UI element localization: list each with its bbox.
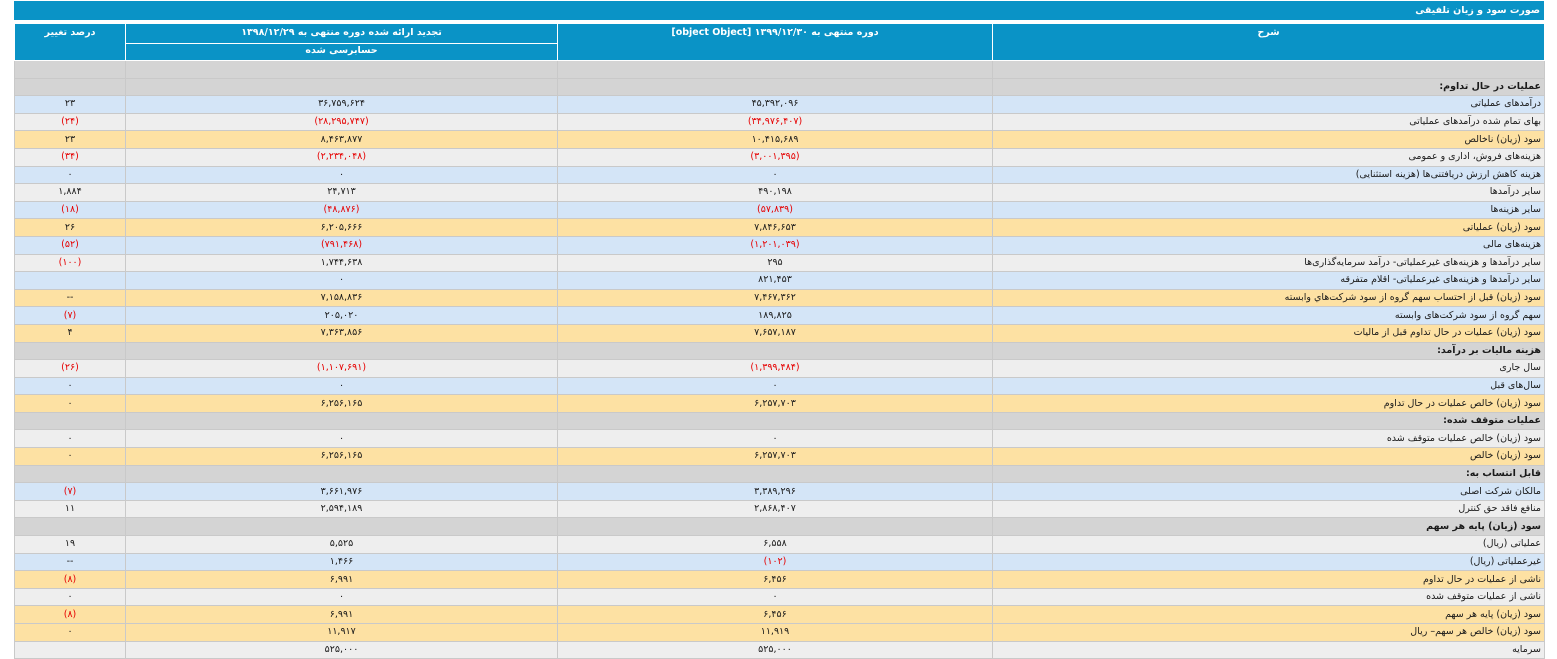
- row-description: سود (زیان) عملیات در حال تداوم قبل از مالیات: [993, 324, 1545, 342]
- row-description: منافع فاقد حق کنترل: [993, 500, 1545, 518]
- row-previous-value: (۲۸,۲۹۵,۷۴۷): [126, 113, 558, 131]
- row-current-value: ۸۲۱,۴۵۳: [558, 272, 993, 290]
- row-current-value: ۳,۳۸۹,۲۹۶: [558, 483, 993, 501]
- table-row: [15, 166, 1545, 184]
- row-previous-value: ۲,۵۹۴,۱۸۹: [126, 500, 558, 518]
- row-previous-value: ۷,۳۶۳,۸۵۶: [126, 324, 558, 342]
- table-row: [15, 536, 1545, 554]
- row-previous-value: ۶,۲۰۵,۶۶۶: [126, 219, 558, 237]
- row-description: هزینه مالیات بر درآمد:: [993, 342, 1545, 360]
- table-row: [15, 254, 1545, 272]
- row-current-value: [558, 78, 993, 96]
- row-current-value: ۱۸۹,۸۲۵: [558, 307, 993, 325]
- header-previous-period: تجدید ارائه شده دوره منتهی به ۱۳۹۸/۱۲/۲۹: [126, 24, 558, 44]
- table-row: [15, 236, 1545, 254]
- table-row: [15, 395, 1545, 413]
- row-description: هزینه کاهش ارزش دریافتنی‌ها (هزینه استثنایی): [993, 166, 1545, 184]
- row-previous-value: ۱۱,۹۱۷: [126, 624, 558, 642]
- row-previous-value: [126, 518, 558, 536]
- row-description: سایر درآمدها: [993, 184, 1545, 202]
- income-statement-table: [14, 23, 1545, 659]
- row-description: [993, 61, 1545, 79]
- financial-statement: [14, 0, 1544, 659]
- table-row: [15, 360, 1545, 378]
- row-percent-change: [15, 61, 126, 79]
- row-current-value: ۷,۴۶۷,۳۶۲: [558, 289, 993, 307]
- row-current-value: ۱۰,۴۱۵,۶۸۹: [558, 131, 993, 149]
- row-previous-value: ۷,۱۵۸,۸۳۶: [126, 289, 558, 307]
- row-description: عملیات در حال تداوم:: [993, 78, 1545, 96]
- row-percent-change: ۲۳: [15, 96, 126, 114]
- row-description: سهم گروه از سود شرکت‌های وابسته: [993, 307, 1545, 325]
- row-current-value: ۶,۴۵۶: [558, 571, 993, 589]
- row-percent-change: ۲۳: [15, 131, 126, 149]
- row-description: قابل انتساب به:: [993, 465, 1545, 483]
- row-percent-change: ۰: [15, 624, 126, 642]
- row-percent-change: (۷): [15, 307, 126, 325]
- header-percent-change: درصد تغییر: [15, 24, 126, 61]
- row-percent-change: [15, 518, 126, 536]
- table-row: [15, 148, 1545, 166]
- row-description: درآمدهای عملیاتی: [993, 96, 1545, 114]
- row-previous-value: ۰: [126, 166, 558, 184]
- row-percent-change: ۱۱: [15, 500, 126, 518]
- row-current-value: [558, 412, 993, 430]
- row-percent-change: [15, 465, 126, 483]
- table-row: [15, 289, 1545, 307]
- row-current-value: (۱,۲۰۱,۰۳۹): [558, 236, 993, 254]
- row-previous-value: ۵۲۵,۰۰۰: [126, 641, 558, 659]
- section-row: [15, 342, 1545, 360]
- row-current-value: ۴۵,۳۹۲,۰۹۶: [558, 96, 993, 114]
- table-body: [15, 61, 1545, 659]
- row-current-value: ۶,۵۵۸: [558, 536, 993, 554]
- row-description: عملیات متوقف شده:: [993, 412, 1545, 430]
- row-percent-change: ۰: [15, 377, 126, 395]
- table-row: [15, 448, 1545, 466]
- row-percent-change: ۲۶: [15, 219, 126, 237]
- row-percent-change: (۸): [15, 606, 126, 624]
- row-description: ناشی از عملیات در حال تداوم: [993, 571, 1545, 589]
- row-percent-change: ۱۹: [15, 536, 126, 554]
- row-description: سود (زیان) خالص هر سهم– ریال: [993, 624, 1545, 642]
- row-percent-change: [15, 342, 126, 360]
- table-row: [15, 131, 1545, 149]
- row-current-value: ۰: [558, 588, 993, 606]
- row-description: سال جاری: [993, 360, 1545, 378]
- row-description: هزینه‌های مالی: [993, 236, 1545, 254]
- table-row: [15, 219, 1545, 237]
- row-previous-value: ۱,۷۴۴,۶۳۸: [126, 254, 558, 272]
- row-current-value: ۷,۶۵۷,۱۸۷: [558, 324, 993, 342]
- row-percent-change: ۰: [15, 588, 126, 606]
- row-previous-value: (۴۸,۸۷۶): [126, 201, 558, 219]
- row-current-value: ۰: [558, 430, 993, 448]
- row-previous-value: ۶,۲۵۶,۱۶۵: [126, 448, 558, 466]
- header-previous-audited: حسابرسی شده: [126, 44, 558, 61]
- row-description: سود (زیان) قبل از احتساب سهم گروه از سود شرکت‌هاي وابسته: [993, 289, 1545, 307]
- row-current-value: ۶,۲۵۷,۷۰۳: [558, 448, 993, 466]
- row-description: سود (زیان) پایه هر سهم: [993, 606, 1545, 624]
- section-row: [15, 78, 1545, 96]
- row-previous-value: ۱,۴۶۶: [126, 553, 558, 571]
- row-previous-value: (۷۹۱,۴۶۸): [126, 236, 558, 254]
- row-current-value: ۰: [558, 166, 993, 184]
- row-description: سود (زیان) خالص عملیات در حال تداوم: [993, 395, 1545, 413]
- row-current-value: ۶,۴۵۶: [558, 606, 993, 624]
- row-percent-change: [15, 78, 126, 96]
- row-current-value: ۲,۸۶۸,۴۰۷: [558, 500, 993, 518]
- row-description: سود (زیان) پایه هر سهم: [993, 518, 1545, 536]
- row-previous-value: [126, 412, 558, 430]
- section-row: [15, 465, 1545, 483]
- row-description: عملیاتی (ریال): [993, 536, 1545, 554]
- row-percent-change: ۰: [15, 395, 126, 413]
- row-previous-value: ۰: [126, 272, 558, 290]
- row-current-value: ۱۱,۹۱۹: [558, 624, 993, 642]
- row-percent-change: [15, 412, 126, 430]
- row-previous-value: [126, 465, 558, 483]
- row-previous-value: ۰: [126, 430, 558, 448]
- table-row: [15, 324, 1545, 342]
- section-row: [15, 518, 1545, 536]
- row-previous-value: [126, 342, 558, 360]
- row-current-value: [558, 342, 993, 360]
- row-current-value: ۲۹۵: [558, 254, 993, 272]
- table-row: [15, 430, 1545, 448]
- row-current-value: ۶,۲۵۷,۷۰۳: [558, 395, 993, 413]
- row-percent-change: [15, 272, 126, 290]
- statement-title: صورت سود و زیان تلفیقی: [14, 1, 1544, 20]
- row-current-value: (۱,۳۹۹,۴۸۴): [558, 360, 993, 378]
- row-description: غیرعملیاتی (ریال): [993, 553, 1545, 571]
- row-previous-value: [126, 78, 558, 96]
- row-previous-value: ۳,۶۶۱,۹۷۶: [126, 483, 558, 501]
- row-description: سال‌های قبل: [993, 377, 1545, 395]
- table-row: [15, 483, 1545, 501]
- row-current-value: [558, 518, 993, 536]
- row-previous-value: [126, 61, 558, 79]
- header-row: [15, 24, 1545, 44]
- table-row: [15, 201, 1545, 219]
- row-current-value: (۳۴,۹۷۶,۴۰۷): [558, 113, 993, 131]
- row-description: هزینه‌های فروش، اداری و عمومی: [993, 148, 1545, 166]
- spacer-row: [15, 61, 1545, 79]
- row-percent-change: (۲۴): [15, 113, 126, 131]
- row-description: سایر درآمدها و هزینه‌های غیرعملیاتی- درآمد سرمایه‌گذاری‌ها: [993, 254, 1545, 272]
- row-current-value: [558, 465, 993, 483]
- row-percent-change: (۱۸): [15, 201, 126, 219]
- table-row: [15, 624, 1545, 642]
- row-current-value: (۵۷,۸۳۹): [558, 201, 993, 219]
- row-current-value: ۰: [558, 377, 993, 395]
- row-previous-value: (۱,۱۰۷,۶۹۱): [126, 360, 558, 378]
- row-percent-change: ۰: [15, 166, 126, 184]
- row-previous-value: ۵,۵۲۵: [126, 536, 558, 554]
- row-description: مالکان شرکت اصلی: [993, 483, 1545, 501]
- table-row: [15, 377, 1545, 395]
- table-row: [15, 184, 1545, 202]
- row-previous-value: ۲۰۵,۰۲۰: [126, 307, 558, 325]
- row-previous-value: (۲,۲۳۴,۰۴۸): [126, 148, 558, 166]
- row-previous-value: ۶,۹۹۱: [126, 606, 558, 624]
- row-description: سود (زیان) خالص عملیات متوقف شده: [993, 430, 1545, 448]
- row-description: ناشی از عملیات متوقف شده: [993, 588, 1545, 606]
- row-percent-change: --: [15, 289, 126, 307]
- row-percent-change: ۴: [15, 324, 126, 342]
- row-previous-value: ۰: [126, 588, 558, 606]
- row-description: سایر هزینه‌ها: [993, 201, 1545, 219]
- row-current-value: ۴۹۰,۱۹۸: [558, 184, 993, 202]
- table-row: [15, 113, 1545, 131]
- table-row: [15, 553, 1545, 571]
- row-percent-change: [15, 641, 126, 659]
- row-description: سود (زیان) عملیاتی: [993, 219, 1545, 237]
- row-percent-change: (۵۲): [15, 236, 126, 254]
- row-percent-change: (۷): [15, 483, 126, 501]
- table-row: [15, 96, 1545, 114]
- row-previous-value: ۶,۲۵۶,۱۶۵: [126, 395, 558, 413]
- row-percent-change: ۰: [15, 430, 126, 448]
- row-current-value: (۳,۰۰۱,۳۹۵): [558, 148, 993, 166]
- row-percent-change: (۳۴): [15, 148, 126, 166]
- table-row: [15, 571, 1545, 589]
- row-previous-value: ۲۴,۷۱۳: [126, 184, 558, 202]
- row-previous-value: ۶,۹۹۱: [126, 571, 558, 589]
- header-current-period: دوره منتهی به ۱۳۹۹/۱۲/۳۰ [object Object]: [558, 24, 993, 61]
- header-description: شرح: [993, 24, 1545, 61]
- row-description: سود (زیان) خالص: [993, 448, 1545, 466]
- row-percent-change: (۸): [15, 571, 126, 589]
- table-row: [15, 307, 1545, 325]
- row-description: سرمایه: [993, 641, 1545, 659]
- row-previous-value: ۳۶,۷۵۹,۶۲۴: [126, 96, 558, 114]
- row-percent-change: ۰: [15, 448, 126, 466]
- table-row: [15, 272, 1545, 290]
- table-header: [15, 24, 1545, 61]
- row-description: سایر درآمدها و هزینه‌های غیرعملیاتی- اقلام متفرقه: [993, 272, 1545, 290]
- table-row: [15, 588, 1545, 606]
- row-description: سود (زیان) ناخالص: [993, 131, 1545, 149]
- row-current-value: ۵۲۵,۰۰۰: [558, 641, 993, 659]
- row-percent-change: (۱۰۰): [15, 254, 126, 272]
- section-row: [15, 412, 1545, 430]
- row-current-value: [558, 61, 993, 79]
- row-percent-change: ۱,۸۸۴: [15, 184, 126, 202]
- table-row: [15, 500, 1545, 518]
- row-previous-value: ۸,۴۶۳,۸۷۷: [126, 131, 558, 149]
- row-percent-change: (۲۶): [15, 360, 126, 378]
- row-current-value: ۷,۸۴۶,۶۵۳: [558, 219, 993, 237]
- row-previous-value: ۰: [126, 377, 558, 395]
- row-description: بهای تمام شده درآمدهای عملیاتی: [993, 113, 1545, 131]
- row-current-value: (۱۰۲): [558, 553, 993, 571]
- table-row: [15, 606, 1545, 624]
- table-row: [15, 641, 1545, 659]
- row-percent-change: --: [15, 553, 126, 571]
